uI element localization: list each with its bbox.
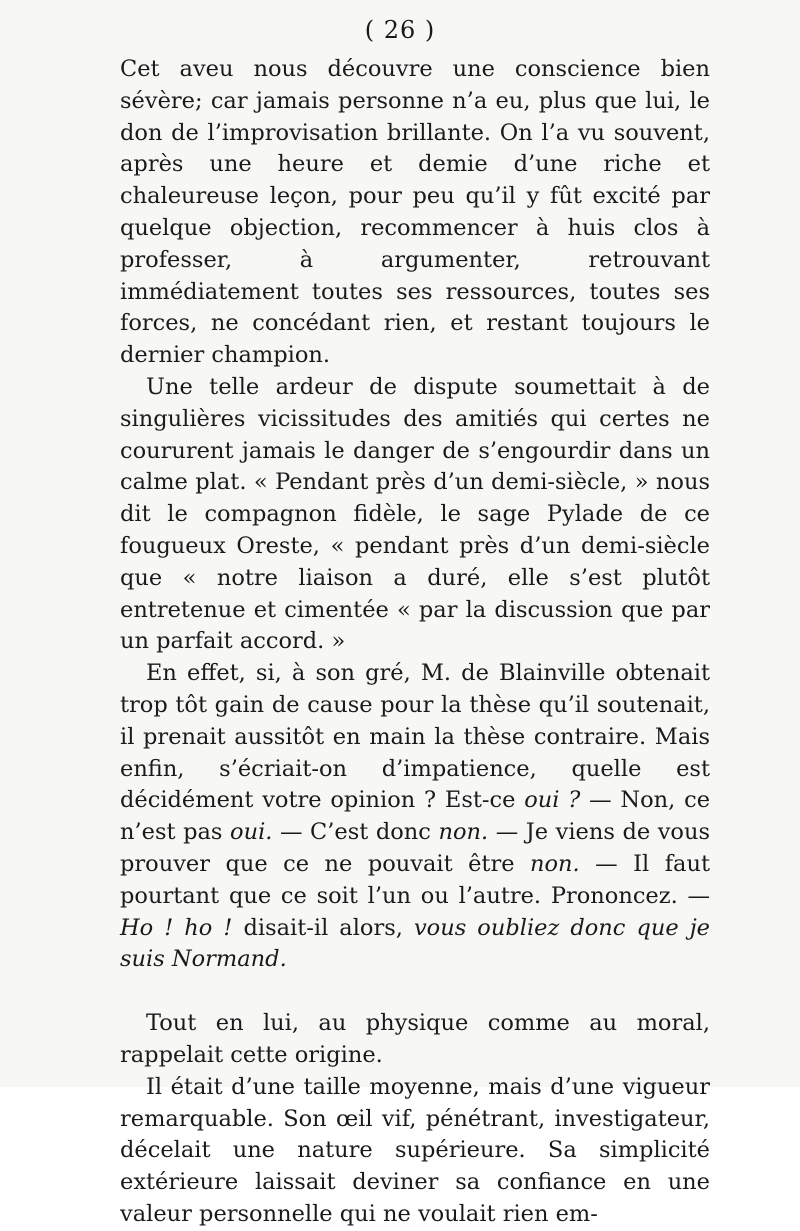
paragraph-3 [120, 658, 710, 976]
italic-oui: oui. [230, 819, 273, 846]
paragraph-3-text-6: disait-il alors, [232, 914, 414, 941]
page-number: ( 26 ) [364, 16, 436, 44]
paragraph-4-text: Tout en lui, au physique comme au moral, rappelait cette origine. [120, 1010, 710, 1068]
paragraph-1-text: Cet aveu nous découvre une conscience bien sévère; car jamais personne n’a eu, plus que lui, le don de l’improvisation brillante. On l’a vu souvent, après une heure et demie d’une riche et chaleureuse leçon, pour peu qu’il y fût excité par quelque objection, recommencer à huis clos à professer, à argumenter, retrouvant immédiatement toutes ses ressources, toutes ses forces, ne concédant rien, et restant toujours le dernier champion. [120, 56, 710, 369]
paragraph-4 [120, 1008, 710, 1072]
paragraph-3-text-2: — Non, ce n’est pas [120, 787, 711, 846]
paragraph-1 [120, 54, 710, 372]
italic-non-2: non. [530, 850, 580, 877]
paragraph-2-text: Une telle ardeur de dispute soumettait à de singulières vicissitudes des amitiés qui certes ne coururent jamais le danger de s’engourdir dans un calme plat. « Pendant près d’un demi-siècle, » nous dit le compagnon fidèle, le sage Pylade de ce fougueux Oreste, « pendant près d’un demi-siècle que « notre liaison a duré, elle s’est plutôt entretenue et cimentée « par la discussion que par un parfait accord. » [120, 373, 710, 655]
paragraph-5-text: Il était d’une taille moyenne, mais d’une vigueur remarquable. Son œil vif, pénétrant, investigateur, décelait une nature supérieure. Sa simplicité extérieure laissait deviner sa confiance en une valeur personnelle qui ne voulait rien em- [120, 1073, 710, 1227]
paragraph-gap [120, 976, 710, 1008]
italic-normand-quote: vous oubliez donc que je suis Normand. [120, 914, 710, 973]
paragraph-5 [120, 1072, 710, 1231]
paragraph-3-text-3: — C’est donc [272, 819, 439, 846]
paragraph-3-text-4: — Je viens de vous prouver que ce ne pouvait être [120, 819, 711, 877]
italic-oui-question: oui ? [524, 787, 581, 814]
italic-ho-ho: Ho ! ho ! [120, 914, 233, 941]
paragraph-3-text-5: — Il faut pourtant que ce soit l’un ou l’autre. Prononcez. — [120, 850, 710, 909]
paragraph-2 [120, 372, 710, 658]
italic-non-1: non. [438, 819, 489, 846]
body-text [120, 54, 710, 1231]
paragraph-3-text: En effet, si, à son gré, M. de Blainville obtenait trop tôt gain de cause pour la thèse qu’il soutenait, il prenait aussitôt en main la thèse contraire. Mais enfin, s’écriait-on d’impatience, quelle est décidément votre opinion ? Est-ce [120, 660, 710, 814]
